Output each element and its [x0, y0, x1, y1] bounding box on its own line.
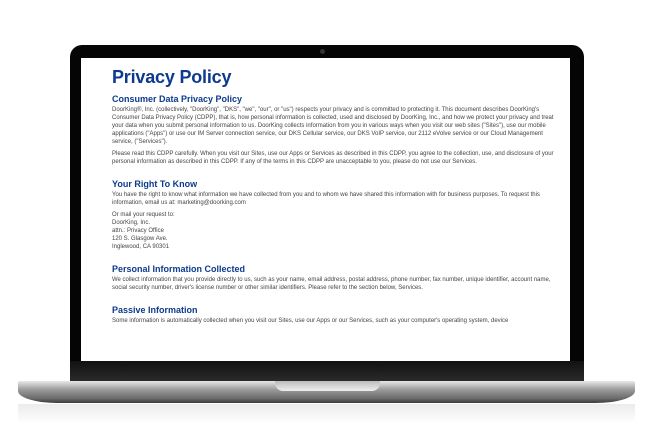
paragraph: Please read this CDPP carefully. When you visit our Sites, use our Apps or Services as described in this CDPP, you agree to the collection, use, and disclosure of your personal information as described in this CDPP. If any of the terms in this CDPP are unacceptable to you, please do not use our Services. — [112, 151, 554, 165]
address-line: Inglewood, CA 90301 — [112, 244, 170, 250]
address-line: DoorKing, Inc. — [112, 220, 151, 226]
laptop-screen — [81, 58, 570, 361]
address-line: 120 S. Glasgow Ave. — [112, 236, 168, 242]
address-line: attn.: Privacy Office — [112, 228, 164, 234]
paragraph: You have the right to know what information we have collected from you and to whom we have shared this information with for business purposes. To request this information, email us at: marketing@doorking.com — [112, 192, 540, 206]
section-heading: Your Right To Know — [112, 179, 198, 189]
address-line: Or mail your request to: — [112, 212, 175, 218]
laptop-lid-notch — [275, 381, 380, 391]
camera-icon — [320, 49, 325, 54]
paragraph: We collect information that you provide directly to us, such as your name, email address, postal address, phone number, fax number, unique identifier, account name, social security number, driver's license number or other similar identifiers. Please refer to the section below, Services. — [112, 277, 551, 291]
section-heading: Passive Information — [112, 305, 198, 315]
laptop-reflection — [18, 404, 635, 424]
paragraph: Some information is automatically collected when you visit our Sites, use our Apps or our Services, such as your computer's operating system, device — [112, 318, 509, 324]
mailing-address — [112, 211, 558, 251]
section-heading: Consumer Data Privacy Policy — [112, 94, 243, 104]
page-title: Privacy Policy — [112, 67, 232, 87]
privacy-policy-page — [112, 66, 558, 329]
paragraph: DoorKing®, Inc. (collectively, "DoorKing", "DKS", "we", "our", or "us") respects your privacy and is committed to protecting it. This document describes DoorKing's Consumer Data Privacy Policy (CDPP), that is, how personal information is collected, used and disclosed by DoorKing, Inc., and how we protect your privacy and treat your data when you submit personal information to us. DoorKing collects information from you in various ways when you visit our web sites ("Sites"), use our mobile applications ("Apps") or use our IM Server connection service, our DKS Cellular service, our DKS VoIP service, our 2112 eVolve service or our Cloud Management service, ("Services"). — [112, 107, 554, 145]
laptop-chin — [70, 361, 584, 381]
section-heading: Personal Information Collected — [112, 264, 246, 274]
